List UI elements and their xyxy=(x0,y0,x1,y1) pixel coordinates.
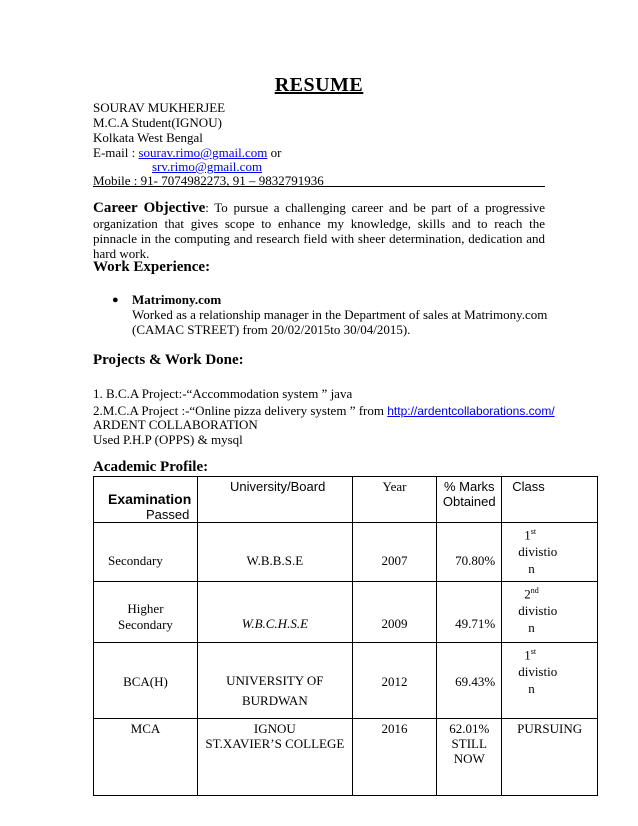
academic-heading: Academic Profile: xyxy=(93,459,209,475)
email-label: E-mail : xyxy=(93,145,139,160)
career-heading: Career Objective xyxy=(93,200,206,216)
table-header-row xyxy=(94,477,598,523)
resume-title: RESUME xyxy=(274,74,364,96)
row-class: 1st divistio n xyxy=(502,643,598,719)
project-1: 1. B.C.A Project:-“Accommodation system ” java xyxy=(93,386,353,401)
contact-location: Kolkata West Bengal xyxy=(93,130,203,145)
row-year: 2007 xyxy=(352,523,437,582)
row-year: 2016 xyxy=(352,719,437,796)
projects-heading: Projects & Work Done: xyxy=(93,352,244,368)
row-class: 2nd divistio n xyxy=(502,582,598,643)
project-2-prefix: 2.M.C.A Project :-“Online pizza delivery system ” from xyxy=(93,403,388,418)
email-primary-link[interactable]: sourav.rimo@gmail.com xyxy=(138,145,268,160)
row-board: IGNOU ST.XAVIER’S COLLEGE xyxy=(197,719,352,796)
table-row xyxy=(94,582,598,643)
contact-course: M.C.A Student(IGNOU) xyxy=(93,115,222,130)
academic-table xyxy=(93,476,598,796)
row-marks: 62.01% STILL NOW xyxy=(437,719,502,796)
work-company: Matrimony.com xyxy=(132,292,222,307)
header-exam: Examination Passed xyxy=(94,477,198,523)
row-class: 1st divistio n xyxy=(502,523,598,582)
row-marks: 49.71% xyxy=(437,582,502,643)
project-2-tech: Used P.H.P (OPPS) & mysql xyxy=(93,432,243,447)
row-marks: 69.43% xyxy=(437,643,502,719)
table-row xyxy=(94,643,598,719)
contact-email-line xyxy=(93,145,281,160)
row-exam: BCA(H) xyxy=(94,643,198,719)
row-year: 2009 xyxy=(352,582,437,643)
career-text: : To pursue a challenging career and be part of a progressive organization that gives scope to enhance my knowledge, skills and to reach the pinnacle in the computing and research field with sheer determination, dedication and hard work. xyxy=(93,200,545,261)
header-year: Year xyxy=(352,477,437,523)
header-board: University/Board xyxy=(197,477,352,523)
row-board: UNIVERSITY OF BURDWAN xyxy=(197,643,352,719)
table-row xyxy=(94,719,598,796)
row-exam: MCA xyxy=(94,719,198,796)
row-exam: Higher Secondary xyxy=(94,582,198,643)
email-joiner: or xyxy=(267,145,282,160)
row-board: W.B.C.H.S.E xyxy=(197,582,352,643)
work-heading: Work Experience: xyxy=(93,259,211,275)
row-marks: 70.80% xyxy=(437,523,502,582)
row-board: W.B.B.S.E xyxy=(197,523,352,582)
row-class: PURSUING xyxy=(502,719,598,796)
email-secondary-link[interactable]: srv.rimo@gmail.com xyxy=(152,159,263,174)
header-marks: % Marks Obtained xyxy=(437,477,502,523)
header-class: Class xyxy=(502,477,598,523)
row-year: 2012 xyxy=(352,643,437,719)
contact-mobile: Mobile : 91- 7074982273, 91 – 9832791936 xyxy=(93,173,324,188)
work-line-2: (CAMAC STREET) from 20/02/2015to 30/04/2015). xyxy=(132,322,411,337)
project-2-link[interactable]: http://ardentcollaborations.com/ xyxy=(387,404,555,418)
work-item xyxy=(132,292,552,337)
row-exam: Secondary xyxy=(94,523,198,582)
header-divider xyxy=(93,186,545,187)
project-2-company: ARDENT COLLABORATION xyxy=(93,417,258,432)
work-line-1: Worked as a relationship manager in the Department of sales at Matrimony.com xyxy=(132,307,548,322)
contact-name: SOURAV MUKHERJEE xyxy=(93,100,226,115)
bullet-icon: ● xyxy=(112,294,119,306)
career-objective xyxy=(93,200,545,261)
contact-email-secondary xyxy=(152,159,262,174)
table-row xyxy=(94,523,598,582)
